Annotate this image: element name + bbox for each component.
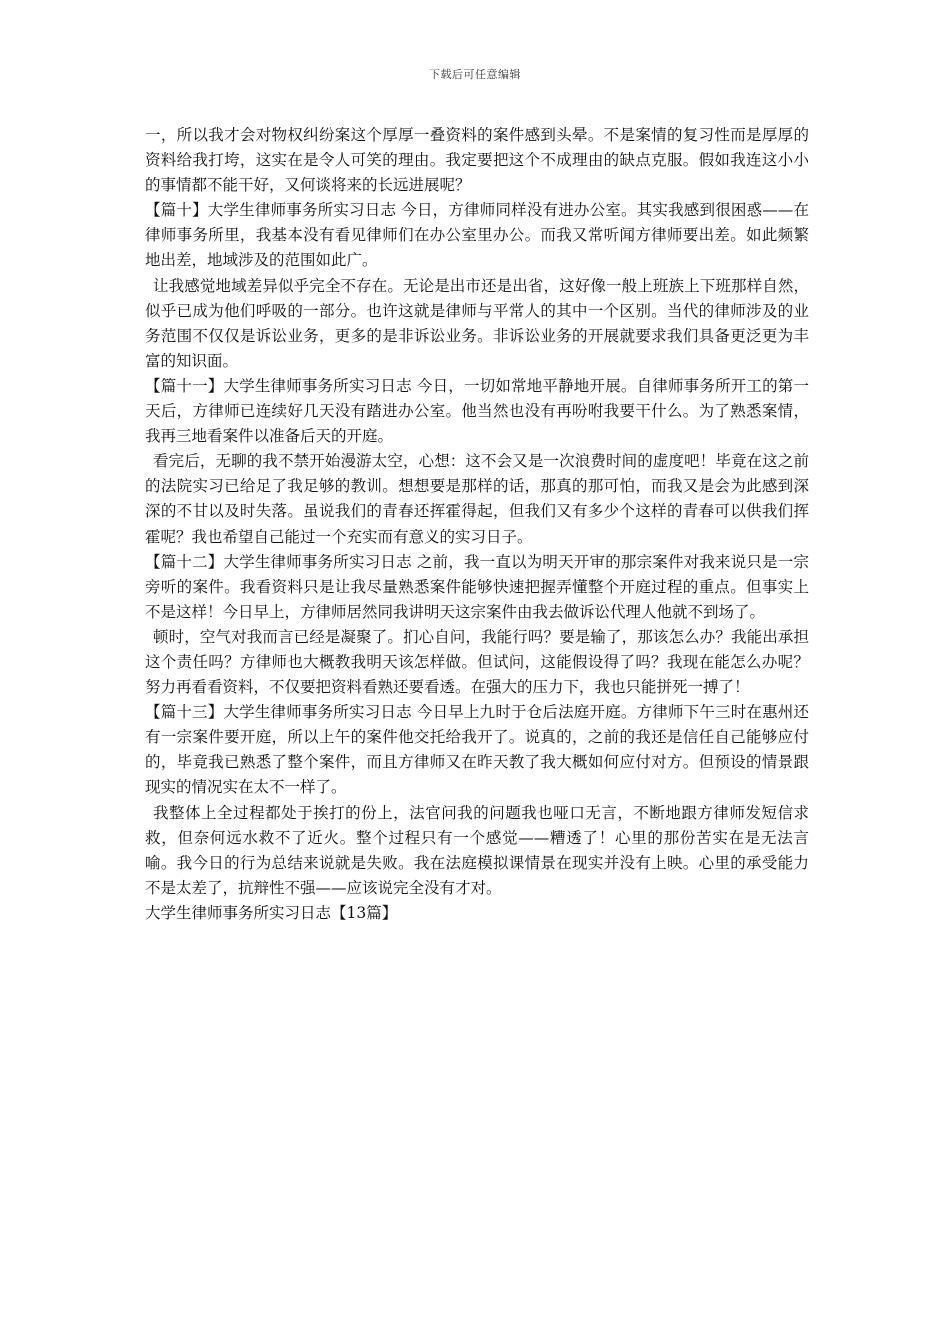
- paragraph: 顿时，空气对我而言已经是凝聚了。扪心自问，我能行吗？要是输了，那该怎么办？我能出承担这个责任吗？方律师也大概教我明天该怎样做。但试问，这能假设得了吗？我现在能怎么办呢？努力再看看资料，不仅要把资料看熟还要看透。在强大的压力下，我也只能拼死一搏了！: [145, 627, 809, 697]
- document-title-line: 大学生律师事务所实习日志【13篇】: [145, 903, 398, 922]
- paragraph: 看完后，无聊的我不禁开始漫游太空，心想：这不会又是一次浪费时间的虚度吧！毕竟在这之前的法院实习已给足了我足够的教训。想想要是那样的话，那真的那可怕，而我又是会为此感到深深的不甘以及时失落。虽说我们的青春还挥霍得起，但我们又有多少个这样的青春可以供我们挥霍呢？我也希望自己能过一个充实而有意义的实习日子。: [145, 452, 809, 546]
- paragraph: 【篇十】大学生律师事务所实习日志 今日，方律师同样没有进办公室。其实我感到很困惑——在律师事务所里，我基本没有看见律师们在办公室里办公。而我又常听闻方律师要出差。如此频繁地出差，地域涉及的范围如此广。: [145, 201, 809, 270]
- paragraph: 我整体上全过程都处于挨打的份上，法官问我的问题我也哑口无言，不断地跟方律师发短信求救，但奈何远水救不了近火。整个过程只有一个感觉——糟透了！心里的那份苦实在是无法言喻。我今日的行为总结来说就是失败。我在法庭模拟课情景在现实并没有上映。心里的承受能力不是太差了，抗辩性不强——应该说完全没有才对。: [145, 803, 809, 897]
- page-header-note: 下载后可任意编辑: [429, 68, 521, 81]
- paragraph: 【篇十一】大学生律师事务所实习日志 今日，一切如常地平静地开展。自律师事务所开工的第一天后，方律师已连续好几天没有踏进办公室。他当然也没有再吩咐我要干什么。为了熟悉案情，我再三地看案件以准备后天的开庭。: [145, 376, 809, 446]
- document-body: [145, 123, 809, 926]
- paragraph: 一，所以我才会对物权纠纷案这个厚厚一叠资料的案件感到头晕。不是案情的复习性而是厚厚的资料给我打垮，这实在是令人可笑的理由。我定要把这个不成理由的缺点克服。假如我连这小小的事情都不能干好，又何谈将来的长远进展呢？: [145, 126, 809, 195]
- paragraph: 【篇十三】大学生律师事务所实习日志 今日早上九时于仓后法庭开庭。方律师下午三时在惠州还有一宗案件要开庭，所以上午的案件他交托给我开了。说真的，之前的我还是信任自己能够应付的，毕竟我已熟悉了整个案件，而且方律师又在昨天教了我大概如何应付对方。但预设的情景跟现实的情况实在太不一样了。: [145, 703, 809, 797]
- paragraph: 【篇十二】大学生律师事务所实习日志 之前，我一直以为明天开审的那宗案件对我来说只是一宗旁听的案件。我看资料只是让我尽量熟悉案件能够快速把握弄懂整个开庭过程的重点。但事实上不是这样！今日早上，方律师居然同我讲明天这宗案件由我去做诉讼代理人他就不到场了。: [145, 552, 809, 621]
- paragraph: 让我感觉地域差异似乎完全不存在。无论是出市还是出省，这好像一般上班族上下班那样自然，似乎已成为他们呼吸的一部分。也许这就是律师与平常人的其中一个区别。当代的律师涉及的业务范围不仅仅是诉讼业务，更多的是非诉讼业务。非诉讼业务的开展就要求我们具备更泛更为丰富的知识面。: [145, 276, 809, 370]
